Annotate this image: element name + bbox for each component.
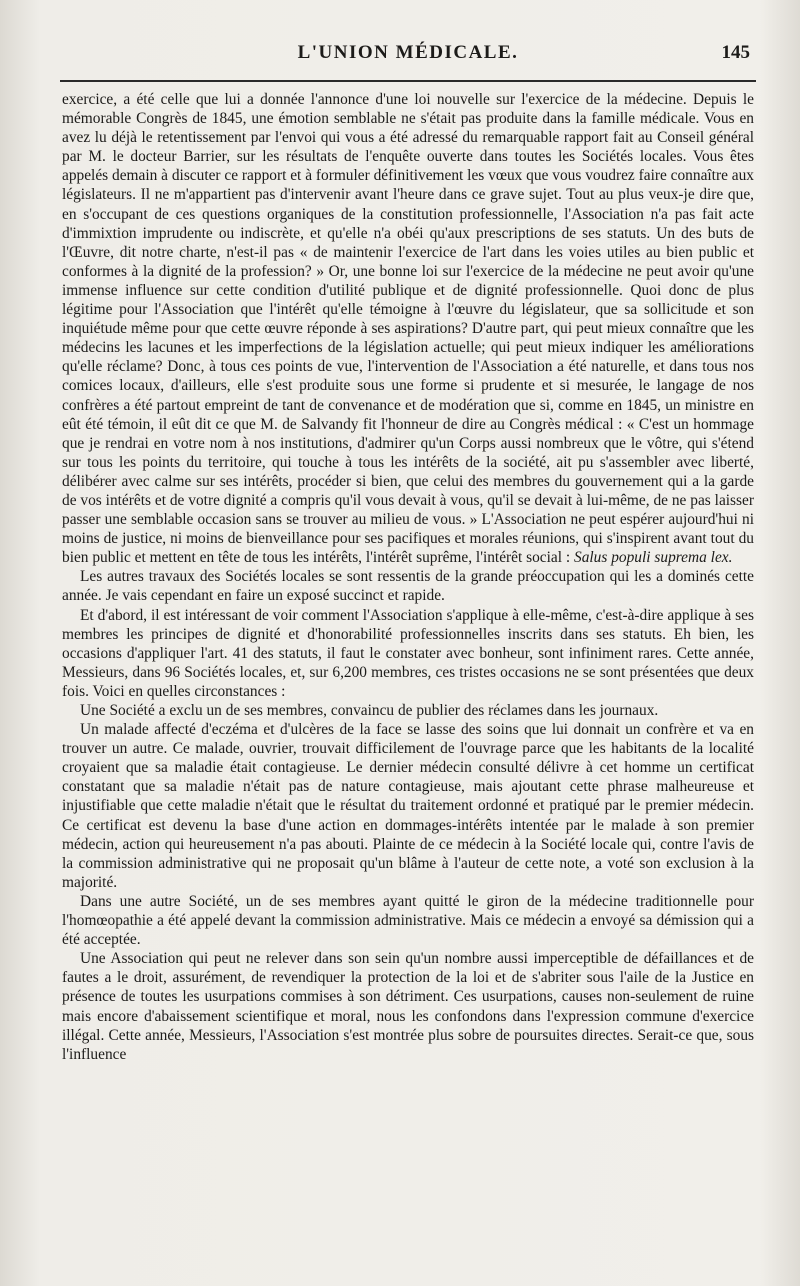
- paragraph: Une Société a exclu un de ses membres, convaincu de publier des réclames dans les journaux.: [80, 702, 659, 719]
- latin-maxim: Salus populi suprema lex.: [574, 549, 733, 567]
- paragraph: Une Association qui peut ne relever dans son sein qu'un nombre aussi imperceptible de défaillances et de fautes a le droit, assurément, de revendiquer la protection de la loi et de s'abriter sous l'aile de la Justice en présence de toutes les usurpations commises à son détriment. Ces usurpations, causes non-seulement de ruine mais encore d'abaissement scientifique et moral, nous les confondons dans l'expression commune d'exercice illégal. Cette année, Messieurs, l'Association s'est montrée plus sobre de poursuites directes. Serait-ce que, sous l'influence: [62, 950, 754, 1063]
- paragraph: Dans une autre Société, un de ses membres ayant quitté le giron de la médecine traditionnelle pour l'homœopathie a été appelé devant la commission administrative. Mais ce médecin a envoyé sa démission qui a été acceptée.: [62, 892, 754, 949]
- header-rule: [60, 80, 756, 82]
- paragraph-text: exercice, a été celle que lui a donnée l'annonce d'une loi nouvelle sur l'exercice de la médecine. Depuis le mémorable Congrès de 1845, une émotion semblable ne s'était pas produite dans la famille médicale. Vous en avez lu déjà le retentissement par l'envoi qui vous a été adressé du remarquable rapport fait au Conseil général par M. le docteur Barrier, sur les résultats de l'enquête ouverte dans toutes les Sociétés locales. Vous êtes appelés demain à discuter ce rapport et à formuler définitivement les vœux que vous voudrez faire connaître aux législateurs. Il ne m'appartient pas d'intervenir avant l'heure dans ce grave sujet. Tout au plus veux-je dire que, en s'occupant de ces questions organiques de la constitution professionnelle, l'Association n'a pas fait acte d'immixtion imprudente ou indiscrète, et qu'elle n'a obéi qu'aux prescriptions de ses statuts. Un des buts de l'Œuvre, dit notre charte, n'est-il pas « de maintenir l'exercice de l'art dans les voies utiles au bien public et conformes à la dignité de la profession? » Or, une bonne loi sur l'exercice de la médecine ne peut avoir qu'une immense influence sur cette condition d'utilité publique et de dignité professionnelle. Quoi donc de plus légitime pour l'Association que l'intérêt qu'elle témoigne à l'œuvre du législateur, que sa sollicitude et son inquiétude même pour que cette œuvre réponde à ses aspirations? D'autre part, qui peut mieux connaître que les médecins les lacunes et les imperfections de la législation actuelle; qui peut mieux indiquer les améliorations qu'elle réclame? Donc, à tous ces points de vue, l'intervention de l'Association a été naturelle, et dans tous nos comices locaux, d'ailleurs, elle s'est produite sous une forme si prudente et si mesurée, le langage de nos confrères a été partout empreint de tant de convenance et de modération que si, comme en 1845, un ministre en eût été témoin, il eût dit ce que M. de Salvandy fit l'honneur de dire au Congrès médical : « C'est un hommage que je rendrai en votre nom à nos institutions, d'admirer qu'un Corps aussi nombreux que le vôtre, qui s'étend sur tous les points du territoire, qui touche à tous les intérêts de la société, ait pu s'assembler avec liberté, délibérer avec calme sur ses intérêts, procéder si bien, que celui des membres du gouvernement qui a la garde de vos intérêts et de votre dignité a compris qu'il vous devait à vous, qu'il se devait à lui-même, de ne pas laisser passer une semblable occasion sans se trouver au milieu de vous. » L'Association ne peut espérer aujourd'hui ni moins de justice, ni moins de bienveillance pour ses pacifiques et morales réunions, qui s'inspirent avant tout du bien public et mettent en tête de tous les intérêts, l'intérêt suprême, l'intérêt social :: [62, 91, 754, 567]
- page-number: 145: [721, 42, 750, 63]
- running-title: L'UNION MÉDICALE.: [297, 42, 519, 63]
- page-header: [60, 42, 756, 72]
- body-text: [62, 90, 754, 1064]
- paragraph: Et d'abord, il est intéressant de voir comment l'Association s'applique à elle-même, c'est-à-dire applique à ses membres les principes de dignité et d'honorabilité professionnelles inscrits dans ses statuts. Eh bien, les occasions d'appliquer l'art. 41 des statuts, il faut le constater avec bonheur, sont infiniment rares. Cette année, Messieurs, dans 96 Sociétés locales, et, sur 6,200 membres, ces tristes occasions ne se sont présentées que deux fois. Voici en quelles circonstances :: [62, 606, 754, 700]
- paragraph: [62, 90, 754, 567]
- paragraph: Un malade affecté d'eczéma et d'ulcères de la face se lasse des soins que lui donnait un confrère et va en trouver un autre. Ce malade, ouvrier, trouvait difficilement de l'ouvrage parce que les habitants de la localité croyaient que sa maladie était contagieuse. Le dernier médecin consulté délivre à cet homme un certificat constatant que sa maladie n'était pas de nature contagieuse, mais ajoutant cette phrase malheureuse et injustifiable que cette maladie n'était que le résultat du traitement ordonné et pratiqué par le premier médecin. Ce certificat est devenu la base d'une action en dommages-intérêts intentée par le malade à son premier médecin, action qui heureusement n'a pas abouti. Plainte de ce médecin à la Société locale qui, contre l'avis de la commission administrative qui ne proposait qu'un blâme à l'auteur de cette note, a voté son exclusion à la majorité.: [62, 721, 754, 891]
- paragraph: Les autres travaux des Sociétés locales se sont ressentis de la grande préoccupation qui les a dominés cette année. Je vais cependant en faire un exposé succinct et rapide.: [62, 568, 754, 605]
